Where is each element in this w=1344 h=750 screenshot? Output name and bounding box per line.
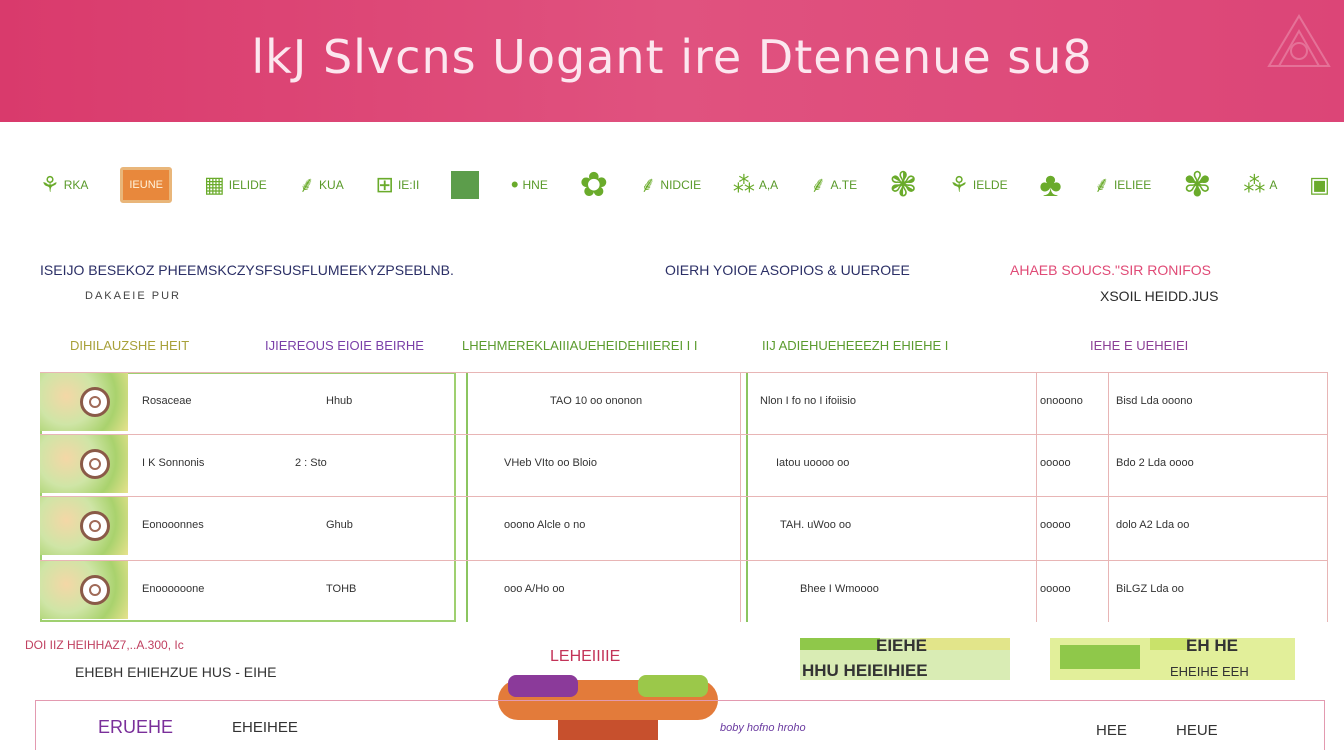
sprout-icon[interactable]: ⸙ A.TE [809,172,858,197]
row-c6: BiLGZ Lda oo [1116,583,1184,595]
row-name: Rosaceae [142,395,192,407]
twig-icon[interactable]: ⸙ IELIEE [1093,172,1152,197]
small-plant-icon[interactable]: ⁂ A,A [732,172,779,197]
row-thumbnail [40,497,128,555]
info-mid: OIERH YOIOE ASOPIOS & UUEROEE [665,262,910,278]
info-left: ISEIJO BESEKOZ PHEEMSKCZYSFSUSFLUMEEKYZPSEBLNB. [40,262,454,278]
card-title-1: EIEHE [876,636,928,655]
row-thumbnail [40,435,128,493]
row-name: I K Sonnonis [142,457,205,469]
header-banner [0,0,1344,122]
block-icon[interactable]: ▣ [1309,172,1330,197]
table-row[interactable] [40,434,1328,493]
card-sub-1: HHU HEIEIHIEE [802,661,928,680]
footer-panel [35,700,1325,750]
card-title-2: EH HE [1186,636,1238,655]
row-c4: Iatou uoooo oo [776,457,850,469]
row-c2: Hhub [326,395,353,407]
info-sub-right: XSOIL HEIDD.JUS [1100,288,1219,304]
info-line [40,262,1330,282]
row-c2: Ghub [326,519,353,531]
branch-icon[interactable]: ⸙ KUA [298,172,344,197]
grid-tree-icon[interactable]: ▦ IELIDE [203,172,267,197]
page-title: lkJ Slvcns Uogant ire Dtenenue su8 [251,30,1093,84]
info-right: AHAEB SOUCS."SIR RONIFOS [1010,262,1212,278]
row-c2: 2 : Sto [295,457,327,469]
footer-right-2: HEUE [1176,722,1218,739]
tag-icon[interactable]: ⚘ IELDE [949,172,1008,197]
row-thumbnail [40,373,128,431]
fence-icon[interactable]: ⊞ IE:II [375,172,420,197]
table-row[interactable] [40,496,1328,555]
row-c5: onooono [1040,395,1083,407]
label-e: IEHE E UEHEIEI [1090,338,1189,353]
bloom-icon[interactable]: ✾ [1183,166,1212,204]
label-icon[interactable]: ⸙ NIDCIE [639,172,702,197]
row-c4: Bhee I Wmoooo [800,583,879,595]
row-c3: VHeb VIto oo Bloio [504,457,597,469]
badge-icon [80,449,110,479]
footer-right-1: HEE [1096,722,1127,739]
row-c2: TOHB [326,583,357,595]
badge-icon [80,575,110,605]
row-c3: ooono Alcle o no [504,519,586,531]
row-c6: Bisd Lda ooono [1116,395,1193,407]
footer-title: ERUEHE [98,717,174,737]
leaf-sprout-icon[interactable]: ⚘ RKA [40,172,89,197]
data-table [40,372,1328,622]
badge-icon [80,511,110,541]
badge-icon [80,387,110,417]
row-c4: TAH. uWoo oo [780,519,852,531]
row-c3: TAO 10 oo ononon [550,395,643,407]
card-sub-2: EHEIHE EEH [1170,664,1249,679]
promo-title: LEHEIIIIE [550,648,621,665]
label-c: LHEHMEREKLAIIIAUEHEIDEHIIEREI I I [462,338,698,353]
row-name: Eonooonnes [142,519,204,531]
pattern-icon [1264,6,1334,76]
row-c6: dolo A2 Lda oo [1116,519,1190,531]
stacked-bars-icon[interactable] [451,171,479,199]
row-c5: ooooo [1040,583,1071,595]
label-a: DIHILAUZSHE HEIT [70,338,190,353]
flower-icon[interactable]: ✿ [579,166,609,204]
row-c5: ooooo [1040,519,1071,531]
bottom-note-2: EHEBH EHIEHZUE HUS - EIHE [75,664,277,680]
row-c4: Nlon I fo no I ifoiisio [760,395,856,407]
tree-icon[interactable]: ♣ [1039,166,1062,204]
table-row[interactable] [40,372,1328,431]
grass-icon[interactable]: ⁂ A [1243,172,1278,197]
row-c5: ooooo [1040,457,1071,469]
row-thumbnail [40,561,128,619]
label-d: IIJ ADIEHUEHEEEZH EHIEHE I [762,338,949,353]
row-name: Enoooooone [142,583,205,595]
row-c3: ooo A/Ho oo [504,583,565,595]
cluster-icon[interactable]: ❃ [888,166,918,204]
footer-subtitle: EHEIHEE [232,719,298,736]
orange-label-icon[interactable]: IEUNE [120,167,172,203]
dot-arrow-icon[interactable]: • HNE [510,172,548,197]
signature-text: boby hofno hroho [720,722,806,734]
icon-row [40,160,1330,210]
row-c6: Bdo 2 Lda oooo [1116,457,1194,469]
info-sub-left: DAKAEIE PUR [85,290,181,302]
label-b: IJIEREOUS EIOIE BEIRHE [265,338,424,353]
table-row[interactable] [40,560,1328,619]
bottom-note-1: DOI IIZ HEIHHAZ7,..A.300, Ic [25,638,184,652]
